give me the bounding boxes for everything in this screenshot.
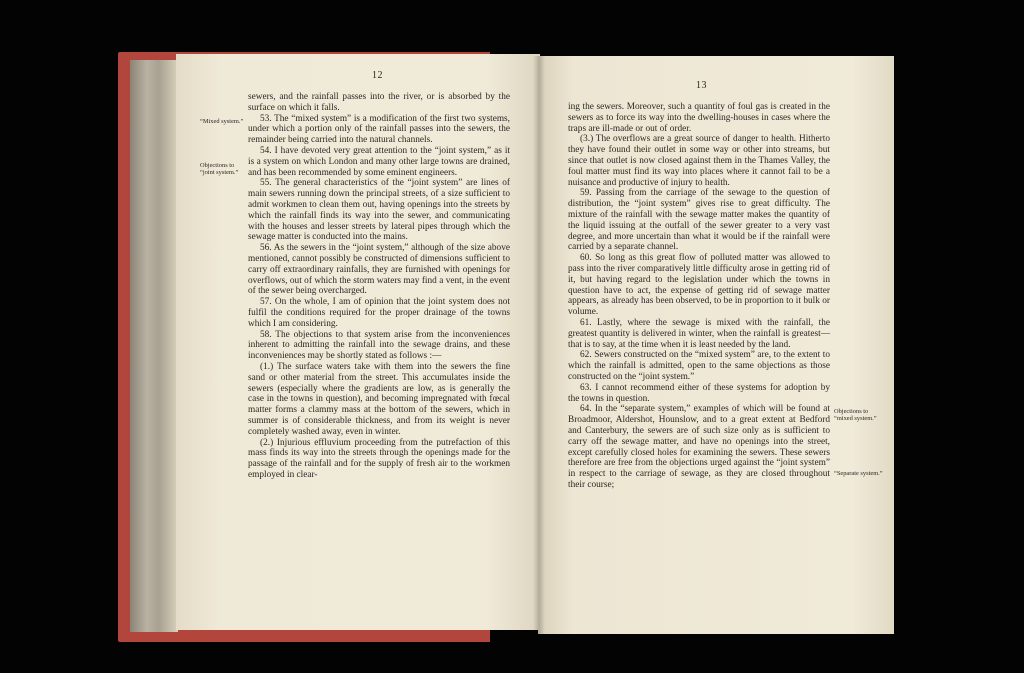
paragraph: 60. So long as this great flow of polluted matter was allowed to pass into the river comparatively little difficulty arose in getting rid of it, but having regard to the legislation under which the towns in question have to act, the expense of getting rid of sewage matter appears, as already has been observed, to be in proportion to it bulk or volume.	[568, 253, 830, 318]
paragraph: 56. As the sewers in the “joint system,” although of the size above mentioned, cannot possibly be constructed of dimensions sufficient to carry off extraordinary rainfalls, they are furnished with openings for overflows, out of which the storm waters may find a vent, in the event of the sewer being overcharged.	[248, 243, 510, 297]
page-number: 13	[696, 80, 707, 91]
margin-note: “Separate system.”	[834, 470, 883, 477]
page-text	[568, 102, 830, 491]
page-number: 12	[372, 70, 383, 81]
paragraph: (3.) The overflows are a great source of danger to health. Hitherto they have found their outlet in some way or other into streams, but since that outlet is now closed against them in the Thames Valley, the foul matter must find its way into places where it cannot fail to be a nuisance and productive of injury to health.	[568, 134, 830, 188]
paragraph: 54. I have devoted very great attention to the “joint system,” as it is a system on which London and many other large towns are drained, and has been recommended by some eminent engineers.	[248, 145, 510, 178]
paragraph: (1.) The surface waters take with them into the sewers the fine sand or other material from the street. This accumulates inside the sewers (especially where the gradients are low, as is generally the case in the towns in question), and becoming impregnated with fœcal matter forms a clammy mass at the bottom of the sewers, which in summer is of considerable thickness, and from its weight is never completely washed away, even in winter.	[248, 361, 510, 437]
paragraph: (2.) Injurious effluvium proceeding from the putrefaction of this mass finds its way into the streets through the openings made for the passage of the rainfall and for the supply of fresh air to the workmen employed in clear-	[248, 437, 510, 480]
paragraph: 53. The “mixed system” is a modification of the first two systems, under which a portion only of the rainfall passes into the sewers, the remainder being carried into the natural channels.	[248, 113, 510, 146]
paragraph: 58. The objections to that system arise from the inconveniences inherent to admitting the rainfall into the sewage drains, and these inconveniences may be shortly stated as follows :—	[248, 329, 510, 362]
paragraph: 55. The general characteristics of the “joint system” are lines of main sewers running down the principal streets, of a size sufficient to admit workmen to clean them out, having openings into the streets by which the rainfall finds its way into the sewer, and communicating with the houses and lesser streets by lateral pipes through which the sewage matter is conducted into the mains.	[248, 178, 510, 243]
paragraph: 59. Passing from the carriage of the sewage to the question of distribution, the “joint system” gives rise to great difficulty. The mixture of the rainfall with the sewage matter makes the quantity of the liquid issuing at the outfall of the sewer greater to a very vast degree, and more uncertain than what it would be if the rainfall were carried by a separate channel.	[568, 188, 830, 253]
paragraph: 64. In the “separate system,” examples of which will be found at Broadmoor, Aldershot, Hounslow, and to a great extent at Bedford and Canterbury, the sewers are of such size only as is sufficient to carry off the sewage matter, and have no openings into the street, except carefully closed holes for examining the sewers. These sewers therefore are free from the objections urged against the “joint system” in respect to the carriage of sewage, as they are closed throughout their course;	[568, 404, 830, 490]
margin-note: “Mixed system.”	[200, 118, 244, 125]
margin-note: Objections to “joint system.”	[200, 162, 239, 177]
paragraph: sewers, and the rainfall passes into the river, or is absorbed by the surface on which it falls.	[248, 92, 510, 113]
open-book	[118, 52, 898, 642]
page-text	[248, 92, 510, 481]
paragraph: 62. Sewers constructed on the “mixed system” are, to the extent to which the rainfall is admitted, open to the same objections as those constructed on the “joint system.”	[568, 350, 830, 382]
page-edges	[130, 60, 178, 632]
paragraph: 57. On the whole, I am of opinion that the joint system does not fulfil the conditions required for the proper drainage of the towns which I am considering.	[248, 297, 510, 329]
margin-note: Objections to “mixed system.”	[834, 408, 877, 423]
paragraph: 61. Lastly, where the sewage is mixed with the rainfall, the greatest quantity is delivered in winter, when the rainfall is greatest—that is to say, at the time when it is least needed by the land.	[568, 317, 830, 350]
paragraph: 63. I cannot recommend either of these systems for adoption by the towns in question.	[568, 382, 830, 404]
paragraph: ing the sewers. Moreover, such a quantity of foul gas is created in the sewers as to force its way into the dwelling-houses in cases where the traps are ill-made or out of order.	[568, 102, 830, 134]
book-gutter	[533, 56, 545, 634]
left-page	[176, 54, 540, 630]
right-page	[538, 56, 894, 634]
